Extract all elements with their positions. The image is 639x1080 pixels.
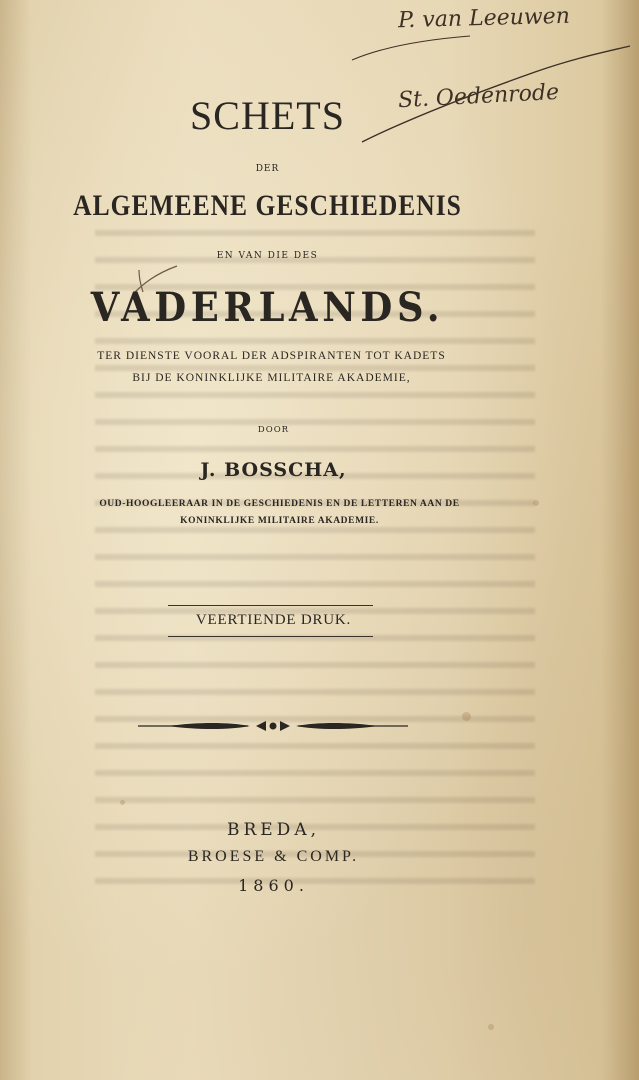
title-connector: DER xyxy=(255,164,280,174)
author-name: J. BOSSCHA, xyxy=(200,459,347,481)
handwritten-name: P. van Leeuwen xyxy=(397,3,571,34)
book-subtitle: ALGEMEENE GESCHIEDENIS xyxy=(73,189,462,222)
foxing-stain xyxy=(120,800,125,805)
imprint-publisher: BROESE & COMP. xyxy=(187,848,360,865)
foxing-stain xyxy=(488,1024,494,1030)
edition-label: VEERTIENDE DRUK. xyxy=(195,612,352,628)
book-subject: VADERLANDS. xyxy=(90,284,445,331)
handwritten-place: St. Oedenrode xyxy=(397,79,560,114)
imprint-year: 1860. xyxy=(238,876,309,895)
purpose-line-2: BIJ DE KONINKLIJKE MILITAIRE AKADEMIE, xyxy=(132,372,411,384)
author-title-line-2: KONINKLIJKE MILITAIRE AKADEMIE. xyxy=(180,516,379,526)
edition-rule-bottom xyxy=(168,636,373,637)
foxing-stain xyxy=(462,712,471,721)
book-title: SCHETS xyxy=(190,93,345,138)
imprint-place: BREDA, xyxy=(226,820,320,840)
author-title-line-1: OUD-HOOGLEERAAR IN DE GESCHIEDENIS EN DE LETTEREN AAN DE xyxy=(99,499,460,509)
by-label: DOOR xyxy=(257,425,290,435)
purpose-line-1: TER DIENSTE VOORAL DER ADSPIRANTEN TOT KADETS xyxy=(97,350,446,362)
ornamental-divider xyxy=(138,716,408,736)
edition-rule-top xyxy=(168,605,373,606)
title-connector-2: EN VAN DIE DES xyxy=(216,251,319,261)
